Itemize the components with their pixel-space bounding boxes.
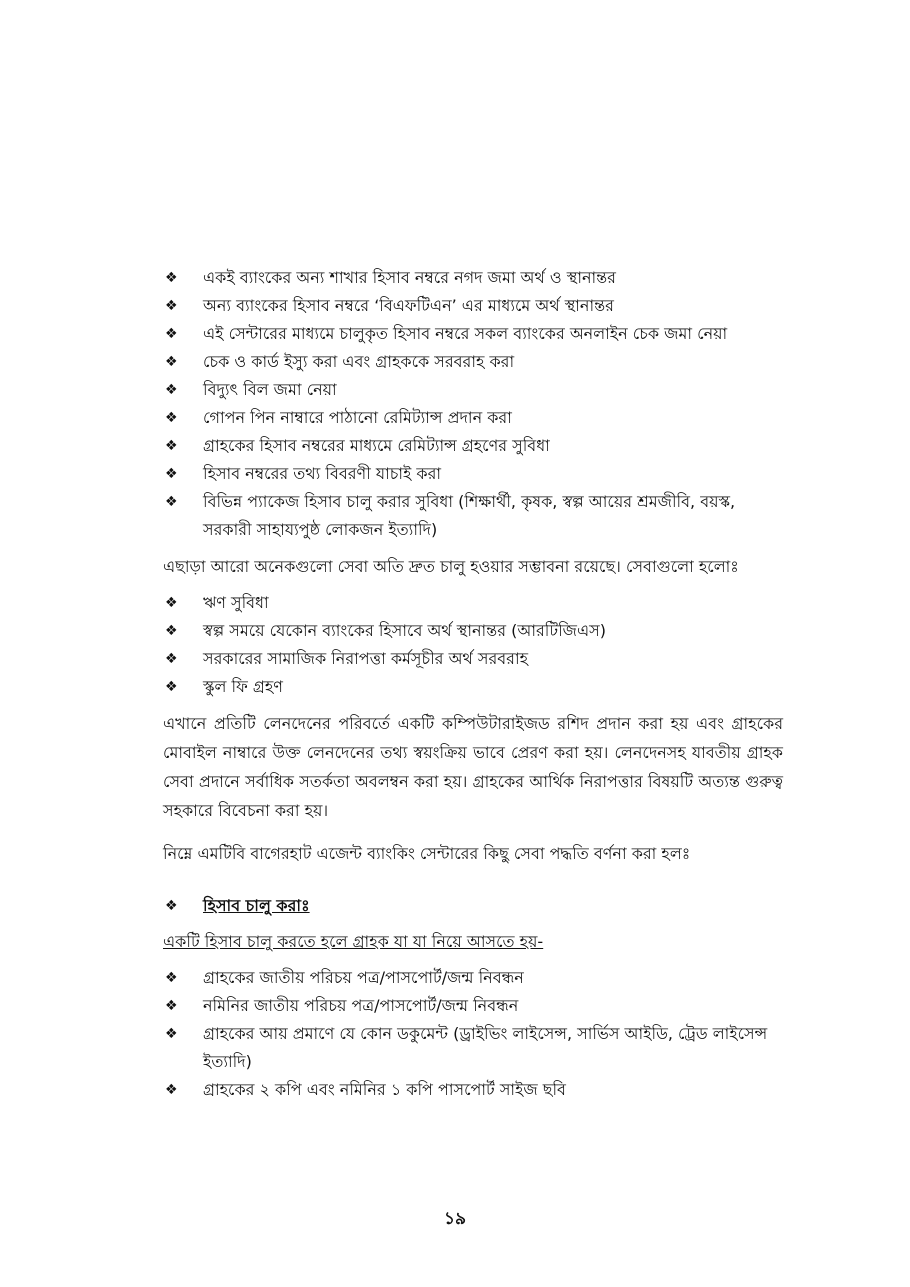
diamond-bullet-icon: ❖ xyxy=(165,438,178,454)
account-requirements-list xyxy=(163,964,783,1104)
list-item: ❖ ঋণ সুবিধা xyxy=(163,589,783,617)
diamond-bullet-icon: ❖ xyxy=(165,898,178,914)
account-opening-heading: ❖ হিসাব চালু করাঃ xyxy=(163,892,783,920)
list-item: ❖ একই ব্যাংকের অন্য শাখার হিসাব নম্বরে নগদ জমা অর্থ ও স্থানান্তর xyxy=(163,264,783,292)
diamond-bullet-icon: ❖ xyxy=(165,970,178,986)
diamond-bullet-icon: ❖ xyxy=(165,998,178,1014)
diamond-bullet-icon: ❖ xyxy=(165,270,178,286)
list-item: ❖ গ্রাহকের আয় প্রমাণে যে কোন ডকুমেন্ট (ড্রাইভিং লাইসেন্স, সার্ভিস আইডি, ট্রেড লাইসেন্স ইত্যাদি) xyxy=(163,1020,783,1076)
list-item: ❖ অন্য ব্যাংকের হিসাব নম্বরে ‘বিএফটিএন’ এর মাধ্যমে অর্থ স্থানান্তর xyxy=(163,292,783,320)
page-content xyxy=(163,264,783,1104)
account-requirements-subheading: একটি হিসাব চালু করতে হলে গ্রাহক যা যা নিয়ে আসতে হয়- xyxy=(163,932,544,951)
list-item: ❖ সরকারের সামাজিক নিরাপত্তা কর্মসূচীর অর্থ সরবরাহ xyxy=(163,645,783,673)
diamond-bullet-icon: ❖ xyxy=(165,326,178,342)
diamond-bullet-icon: ❖ xyxy=(165,651,178,667)
diamond-bullet-icon: ❖ xyxy=(165,679,178,695)
diamond-bullet-icon: ❖ xyxy=(165,595,178,611)
list-item: ❖ গোপন পিন নাম্বারে পাঠানো রেমিট্যান্স প্রদান করা xyxy=(163,404,783,432)
page-number: ১৯ xyxy=(443,1209,467,1229)
methods-intro: নিম্নে এমটিবি বাগেরহাট এজেন্ট ব্যাংকিং সেন্টারের কিছু সেবা পদ্ধতি বর্ণনা করা হলঃ xyxy=(163,844,691,863)
list-item: ❖ গ্রাহকের জাতীয় পরিচয় পত্র/পাসপোর্ট/জন্ম নিবন্ধন xyxy=(163,964,783,992)
diamond-bullet-icon: ❖ xyxy=(165,1026,178,1042)
list-item: ❖ হিসাব নম্বরের তথ্য বিবরণী যাচাই করা xyxy=(163,460,783,488)
diamond-bullet-icon: ❖ xyxy=(165,410,178,426)
list-item: ❖ গ্রাহকের ২ কপি এবং নমিনির ১ কপি পাসপোর্ট সাইজ ছবি xyxy=(163,1076,783,1104)
diamond-bullet-icon: ❖ xyxy=(165,354,178,370)
diamond-bullet-icon: ❖ xyxy=(165,382,178,398)
diamond-bullet-icon: ❖ xyxy=(165,466,178,482)
list-item: ❖ স্বল্প সময়ে যেকোন ব্যাংকের হিসাবে অর্থ স্থানান্তর (আরটিজিএস) xyxy=(163,617,783,645)
services-list-2 xyxy=(163,589,783,701)
list-item: ❖ এই সেন্টারের মাধ্যমে চালুকৃত হিসাব নম্বরে সকল ব্যাংকের অনলাইন চেক জমা নেয়া xyxy=(163,320,783,348)
list-item: ❖ স্কুল ফি গ্রহণ xyxy=(163,673,783,701)
diamond-bullet-icon: ❖ xyxy=(165,623,178,639)
list-item: ❖ বিদ্যুৎ বিল জমা নেয়া xyxy=(163,376,783,404)
list-item: ❖ নমিনির জাতীয় পরিচয় পত্র/পাসপোর্ট/জন্ম নিবন্ধন xyxy=(163,992,783,1020)
list-item: ❖ চেক ও কার্ড ইস্যু করা এবং গ্রাহককে সরবরাহ করা xyxy=(163,348,783,376)
list-item: ❖ বিভিন্ন প্যাকেজ হিসাব চালু করার সুবিধা (শিক্ষার্থী, কৃষক, স্বল্প আয়ের শ্রমজীবি, বয়স্ক, সরকারী সাহায্যপুষ্ঠ লোকজন ইত্যাদি) xyxy=(163,488,783,544)
receipt-paragraph: এখানে প্রতিটি লেনদেনের পরিবর্তে একটি কম্পিউটারাইজড রশিদ প্রদান করা হয় এবং গ্রাহকের মোবাইল নাম্বারে উক্ত লেনদেনের তথ্য স্বয়ংক্রিয় ভাবে প্রেরণ করা হয়। লেনদেনসহ যাবতীয় গ্রাহক সেবা প্রদানে সর্বাধিক সতর্কতা অবলম্বন করা হয়। গ্রাহকের আর্থিক নিরাপত্তার বিষয়টি অত্যন্ত গুরুত্ব সহকারে বিবেচনা করা হয়। xyxy=(163,714,783,820)
diamond-bullet-icon: ❖ xyxy=(165,494,178,510)
list-item: ❖ গ্রাহকের হিসাব নম্বরের মাধ্যমে রেমিট্যান্স গ্রহণের সুবিধা xyxy=(163,432,783,460)
services-list-1 xyxy=(163,264,783,544)
upcoming-services-intro: এছাড়া আরো অনেকগুলো সেবা অতি দ্রুত চালু হওয়ার সম্ভাবনা রয়েছে। সেবাগুলো হলোঃ xyxy=(163,557,739,576)
diamond-bullet-icon: ❖ xyxy=(165,298,178,314)
diamond-bullet-icon: ❖ xyxy=(165,1082,178,1098)
